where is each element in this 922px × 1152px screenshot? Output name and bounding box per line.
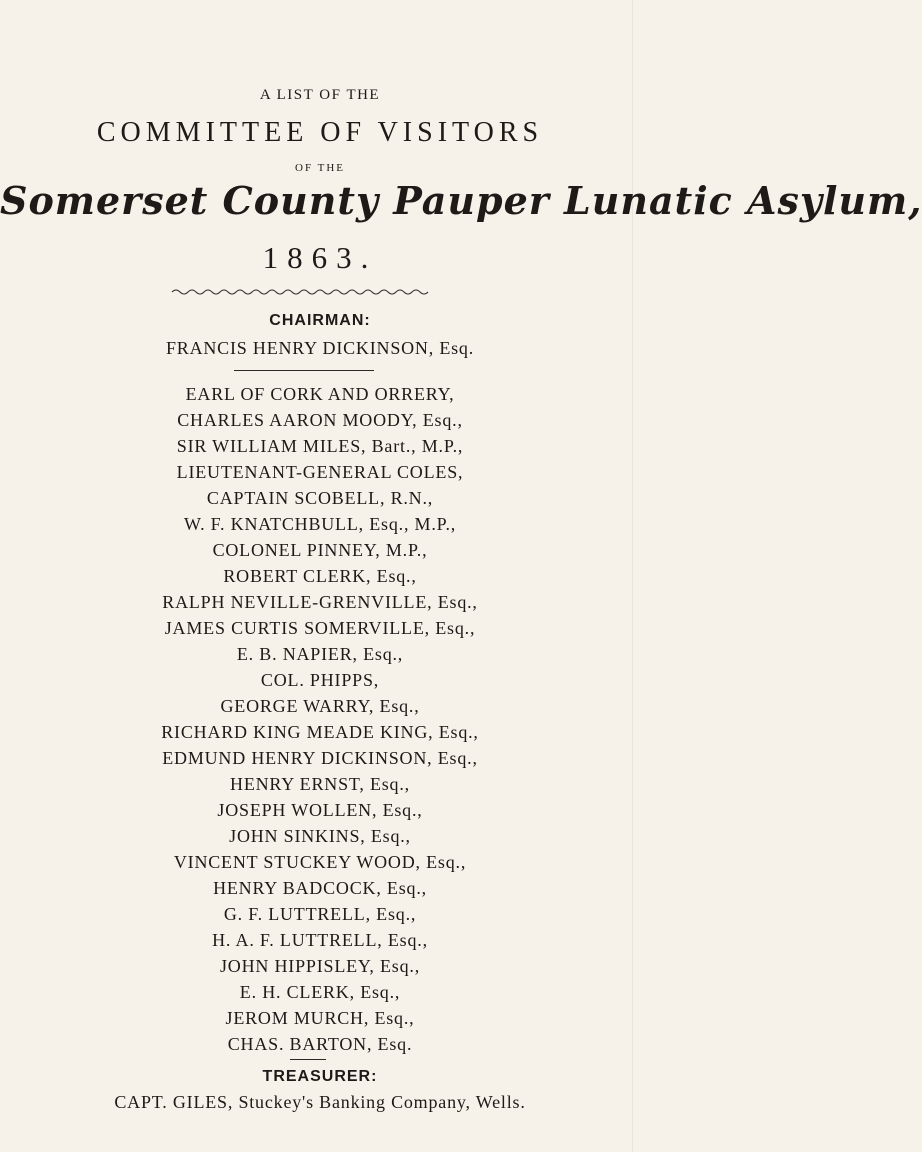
committee-member: GEORGE WARRY, Esq., <box>220 696 420 716</box>
section-divider <box>290 1059 326 1060</box>
committee-member: JEROM MURCH, Esq., <box>225 1008 415 1028</box>
year-heading: 1863. <box>262 240 378 275</box>
treasurer-label: TREASURER: <box>262 1068 378 1085</box>
chairman-name: FRANCIS HENRY DICKINSON, Esq. <box>165 338 475 358</box>
committee-member: HENRY ERNST, Esq., <box>230 774 410 794</box>
committee-member: CHAS. BARTON, Esq. <box>227 1034 413 1054</box>
committee-member: W. F. KNATCHBULL, Esq., M.P., <box>183 514 457 534</box>
title-connector: OF THE <box>295 162 345 174</box>
section-divider <box>234 370 374 371</box>
committee-member: G. F. LUTTRELL, Esq., <box>223 904 417 924</box>
chairman-label: CHAIRMAN: <box>269 312 371 329</box>
committee-member: LIEUTENANT-GENERAL COLES, <box>176 462 464 482</box>
committee-member: EDMUND HENRY DICKINSON, Esq., <box>162 748 478 768</box>
committee-member: JOHN SINKINS, Esq., <box>229 826 411 846</box>
treasurer-name: CAPT. GILES, Stuckey's Banking Company, Wells. <box>114 1092 526 1112</box>
committee-member: E. H. CLERK, Esq., <box>239 982 401 1002</box>
committee-member: JOHN HIPPISLEY, Esq., <box>220 956 420 976</box>
committee-member: JAMES CURTIS SOMERVILLE, Esq., <box>164 618 476 638</box>
committee-member: COL. PHIPPS, <box>260 670 380 690</box>
committee-member: E. B. NAPIER, Esq., <box>236 644 404 664</box>
committee-title: COMMITTEE OF VISITORS <box>96 117 544 148</box>
committee-member: JOSEPH WOLLEN, Esq., <box>217 800 423 820</box>
committee-member: CAPTAIN SCOBELL, R.N., <box>206 488 434 508</box>
committee-member: EARL OF CORK AND ORRERY, <box>185 384 455 404</box>
committee-member: HENRY BADCOCK, Esq., <box>213 878 427 898</box>
committee-member: ROBERT CLERK, Esq., <box>223 566 417 586</box>
committee-member: CHARLES AARON MOODY, Esq., <box>177 410 463 430</box>
committee-member: RICHARD KING MEADE KING, Esq., <box>161 722 479 742</box>
committee-member: SIR WILLIAM MILES, Bart., M.P., <box>176 436 464 456</box>
committee-member: VINCENT STUCKEY WOOD, Esq., <box>173 852 467 872</box>
committee-member: RALPH NEVILLE-GRENVILLE, Esq., <box>162 592 478 612</box>
asylum-title: Somerset County Pauper Lunatic Asylum, <box>0 178 922 223</box>
committee-member: H. A. F. LUTTRELL, Esq., <box>212 930 428 950</box>
committee-member: COLONEL PINNEY, M.P., <box>212 540 428 560</box>
list-intro: A LIST OF THE <box>259 87 381 103</box>
wavy-ornament <box>172 286 430 298</box>
